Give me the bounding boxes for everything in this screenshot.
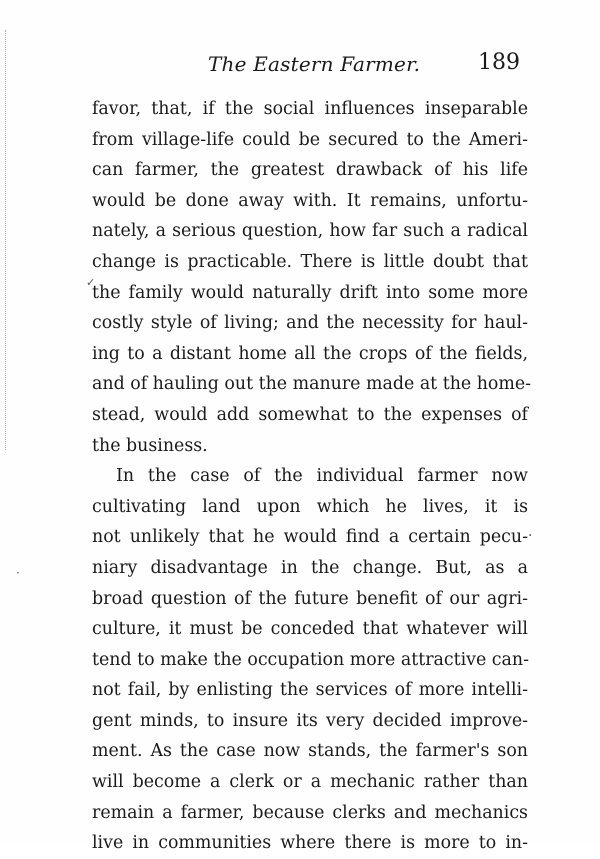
text-line: the business. bbox=[92, 435, 208, 456]
page-edge-shadow bbox=[5, 30, 7, 450]
text-line: remain a farmer, because clerks and mechanics bbox=[92, 802, 528, 823]
text-line: tend to make the occupation more attractive can- bbox=[92, 649, 529, 670]
text-line: broad question of the future benefit of our agri- bbox=[92, 588, 528, 609]
page-header bbox=[96, 52, 526, 82]
text-line: live in communities where there is more to in- bbox=[92, 833, 528, 854]
text-line: niary disadvantage in the change. But, as a bbox=[92, 557, 528, 578]
text-line: ing to a distant home all the crops of the fields, bbox=[92, 343, 528, 364]
paragraph-start-line: In the case of the individual farmer now bbox=[116, 466, 528, 487]
running-title: The Eastern Farmer. bbox=[208, 52, 421, 76]
text-line: nately, a serious question, how far such a radical bbox=[92, 221, 528, 242]
text-line: stead, would add somewhat to the expenses of bbox=[92, 404, 528, 425]
text-line: change is practicable. There is little doubt that bbox=[92, 251, 528, 272]
text-line: not fail, by enlisting the services of more intelli- bbox=[92, 680, 528, 701]
body-text bbox=[92, 94, 532, 859]
text-line: not unlikely that he would find a certain pecu- bbox=[92, 527, 528, 548]
text-line: the family would naturally drift into some more bbox=[92, 282, 528, 303]
text-line: favor, that, if the social influences inseparable bbox=[92, 99, 528, 119]
margin-dot-icon: · bbox=[528, 528, 533, 544]
page-number: 189 bbox=[478, 50, 520, 75]
text-line: cultivating land upon which he lives, it is bbox=[92, 496, 528, 517]
text-line: and of hauling out the manure made at the home- bbox=[92, 374, 532, 395]
text-line: gent minds, to insure its very decided improve- bbox=[92, 710, 528, 731]
text-line: culture, it must be conceded that whatever will bbox=[92, 619, 528, 640]
text-line: ment. As the case now stands, the farmer's son bbox=[92, 741, 528, 762]
text-line: from village-life could be secured to the Ameri- bbox=[92, 129, 528, 150]
margin-dot-icon: · bbox=[16, 566, 20, 580]
text-line: would be done away with. It remains, unfortu- bbox=[92, 190, 528, 211]
text-line: costly style of living; and the necessity for haul- bbox=[92, 313, 528, 334]
text-line: can farmer, the greatest drawback of his life bbox=[92, 160, 528, 181]
margin-mark-icon: ✓ bbox=[86, 276, 96, 289]
text-line: will become a clerk or a mechanic rather than bbox=[92, 772, 528, 793]
